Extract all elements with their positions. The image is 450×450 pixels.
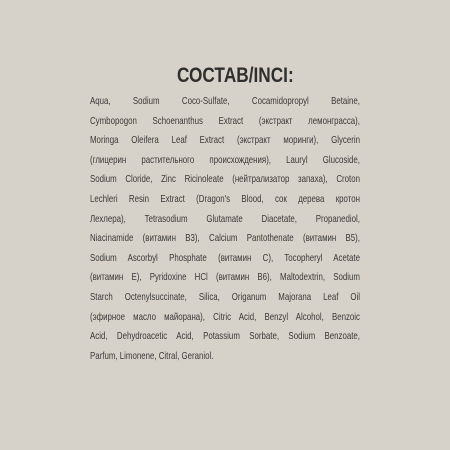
ingredients-line: Aqua, Sodium Coco-Sulfate, Cocamidopropyl Betaine, bbox=[90, 95, 360, 107]
ingredients-line: Starch Octenylsuccinate, Silica, Origanum Majorana Leaf Oil bbox=[90, 290, 360, 303]
ingredients-line: Niacinamide (витамин B3), Calcium Pantothenate (витамин B5), bbox=[90, 232, 360, 245]
ingredients-line: Sodium Ascorbyl Phosphate (витамин C), Tocopheryl Acetate bbox=[90, 251, 360, 264]
ingredients-line: Parfum, Limonene, Citral, Geraniol. bbox=[90, 349, 214, 362]
ingredients-line: (эфирное масло майорана), Citric Acid, Benzyl Alcohol, Benzoic bbox=[90, 310, 360, 323]
ingredients-line: Cymbopogon Schoenanthus Extract (экстракт лемонграсса), bbox=[90, 114, 360, 127]
ingredients-line: Lechleri Resin Extract (Dragon's Blood, сок дерева кротон bbox=[90, 192, 360, 205]
ingredients-line: Moringa Oleifera Leaf Extract (экстракт моринги), Glycerin bbox=[90, 134, 360, 147]
ingredients-line: Лехлера), Tetrasodium Glutamate Diacetate, Propanediol, bbox=[90, 212, 360, 225]
ingredients-text bbox=[90, 92, 360, 366]
ingredients-line: (витамин E), Pyridoxine HCl (витамин B6), Maltodextrin, Sodium bbox=[90, 271, 360, 284]
ingredients-line: Sodium Cloride, Zinc Ricinoleate (нейтрализатор запаха), Croton bbox=[90, 173, 360, 186]
composition-title: СОСТАВ/INCI: bbox=[177, 64, 294, 87]
ingredients-line: (глицерин растительного происхождения), Lauryl Glucoside, bbox=[90, 153, 360, 166]
ingredients-line: Acid, Dehydroacetic Acid, Potassium Sorbate, Sodium Benzoate, bbox=[90, 330, 360, 343]
